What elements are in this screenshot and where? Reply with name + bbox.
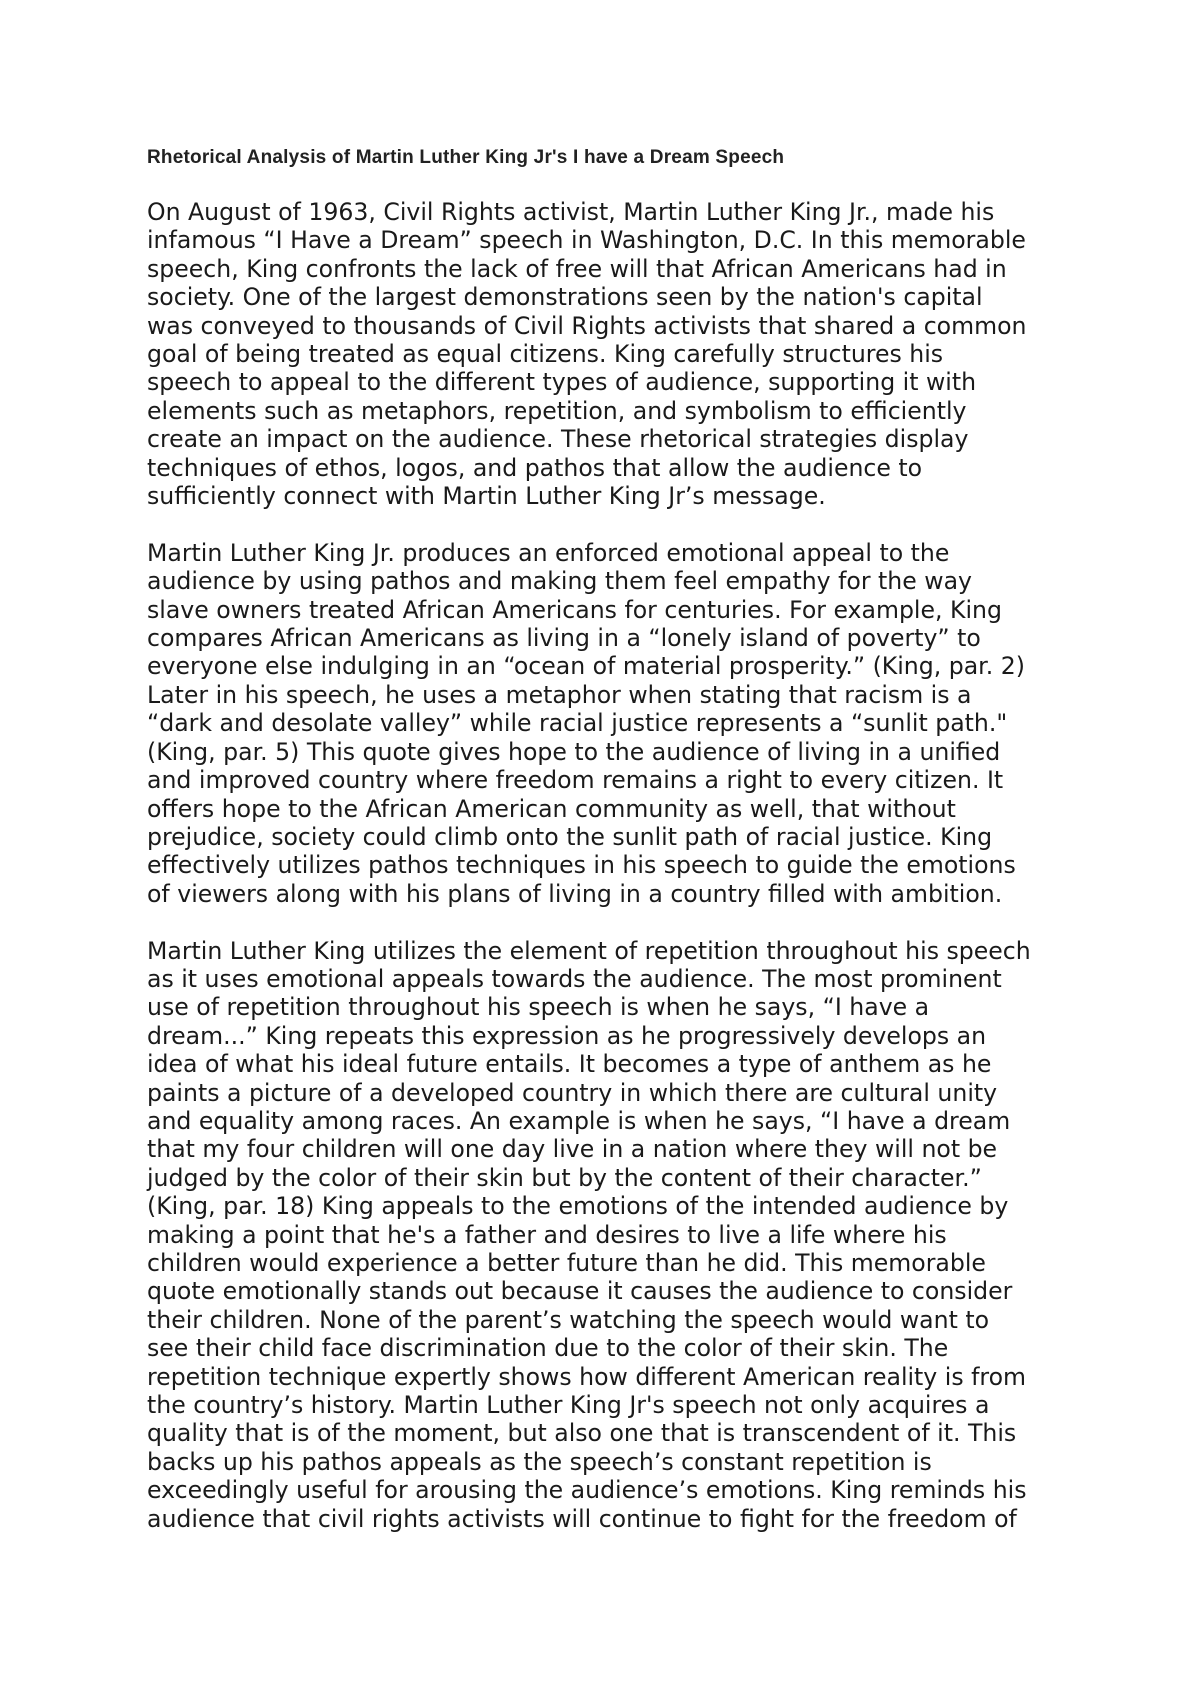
text-line: offers hope to the African American community as well, that without [147, 794, 956, 823]
paragraph-3 [147, 937, 1067, 1534]
text-line: techniques of ethos, logos, and pathos that allow the audience to [147, 453, 923, 482]
text-line: was conveyed to thousands of Civil Rights activists that shared a common [147, 311, 1027, 340]
text-line: speech to appeal to the different types of audience, supporting it with [147, 368, 977, 397]
text-line: compares African Americans as living in a “lonely island of poverty” to [147, 624, 981, 653]
text-line: judged by the color of their skin but by the content of their character.” [147, 1163, 982, 1192]
text-line: and equality among races. An example is when he says, “I have a dream [147, 1106, 1011, 1135]
text-line: elements such as metaphors, repetition, and symbolism to efficiently [147, 396, 967, 425]
text-line: speech, King confronts the lack of free will that African Americans had in [147, 254, 1007, 283]
text-line: effectively utilizes pathos techniques in his speech to guide the emotions [147, 851, 1016, 880]
document-title: Rhetorical Analysis of Martin Luther King Jr's I have a Dream Speech [147, 147, 785, 168]
text-line: goal of being treated as equal citizens. King carefully structures his [147, 340, 944, 369]
text-line: the country’s history. Martin Luther King Jr's speech not only acquires a [147, 1391, 990, 1420]
text-line: slave owners treated African Americans for centuries. For example, King [147, 595, 1002, 624]
text-line: backs up his pathos appeals as the speech’s constant repetition is [147, 1447, 932, 1476]
text-line: society. One of the largest demonstrations seen by the nation's capital [147, 283, 983, 312]
text-line: use of repetition throughout his speech is when he says, “I have a [147, 993, 930, 1022]
text-line: everyone else indulging in an “ocean of material prosperity.” (King, par. 2) [147, 652, 1025, 681]
text-line: their children. None of the parent’s watching the speech would want to [147, 1305, 990, 1334]
text-line: Martin Luther King utilizes the element of repetition throughout his speech [147, 936, 1031, 965]
text-line: create an impact on the audience. These rhetorical strategies display [147, 425, 969, 454]
text-line: dream...” King repeats this expression as he progressively develops an [147, 1021, 987, 1050]
text-line: children would experience a better future than he did. This memorable [147, 1249, 986, 1277]
text-line: idea of what his ideal future entails. It becomes a type of anthem as he [147, 1050, 992, 1079]
text-line: Later in his speech, he uses a metaphor when stating that racism is a [147, 680, 972, 709]
text-line: that my four children will one day live in a nation where they will not be [147, 1135, 998, 1164]
text-line: infamous “I Have a Dream” speech in Washington, D.C. In this memorable [147, 226, 1026, 255]
text-line: making a point that he's a father and desires to live a life where his [147, 1220, 947, 1249]
text-line: as it uses emotional appeals towards the audience. The most prominent [147, 964, 1002, 993]
text-line: repetition technique expertly shows how different American reality is from [147, 1362, 1027, 1391]
text-line: see their child face discrimination due to the color of their skin. The [147, 1334, 949, 1363]
text-line: (King, par. 18) King appeals to the emotions of the intended audience by [147, 1192, 1009, 1221]
text-line: “dark and desolate valley” while racial justice represents a “sunlit path." [147, 709, 1008, 738]
text-line: Martin Luther King Jr. produces an enforced emotional appeal to the [147, 538, 950, 567]
text-line: audience that civil rights activists will continue to fight for the freedom of [147, 1504, 1017, 1533]
text-line: sufficiently connect with Martin Luther King Jr’s message. [147, 482, 826, 511]
text-line: of viewers along with his plans of living in a country filled with ambition. [147, 879, 1003, 908]
text-line: audience by using pathos and making them feel empathy for the way [147, 567, 972, 596]
text-line: paints a picture of a developed country in which there are cultural unity [147, 1078, 998, 1107]
text-line: (King, par. 5) This quote gives hope to the audience of living in a unified [147, 737, 1001, 766]
text-line: prejudice, society could climb onto the sunlit path of racial justice. King [147, 822, 993, 851]
paragraph-2 [147, 539, 1067, 908]
text-line: exceedingly useful for arousing the audience’s emotions. King reminds his [147, 1476, 1027, 1505]
text-line: quote emotionally stands out because it causes the audience to consider [147, 1277, 1013, 1306]
text-line: and improved country where freedom remains a right to every citizen. It [147, 766, 1004, 795]
paragraph-1 [147, 198, 1067, 510]
text-line: On August of 1963, Civil Rights activist, Martin Luther King Jr., made his [147, 198, 995, 226]
document-body [147, 198, 1067, 1533]
text-line: quality that is of the moment, but also one that is transcendent of it. This [147, 1419, 1017, 1448]
